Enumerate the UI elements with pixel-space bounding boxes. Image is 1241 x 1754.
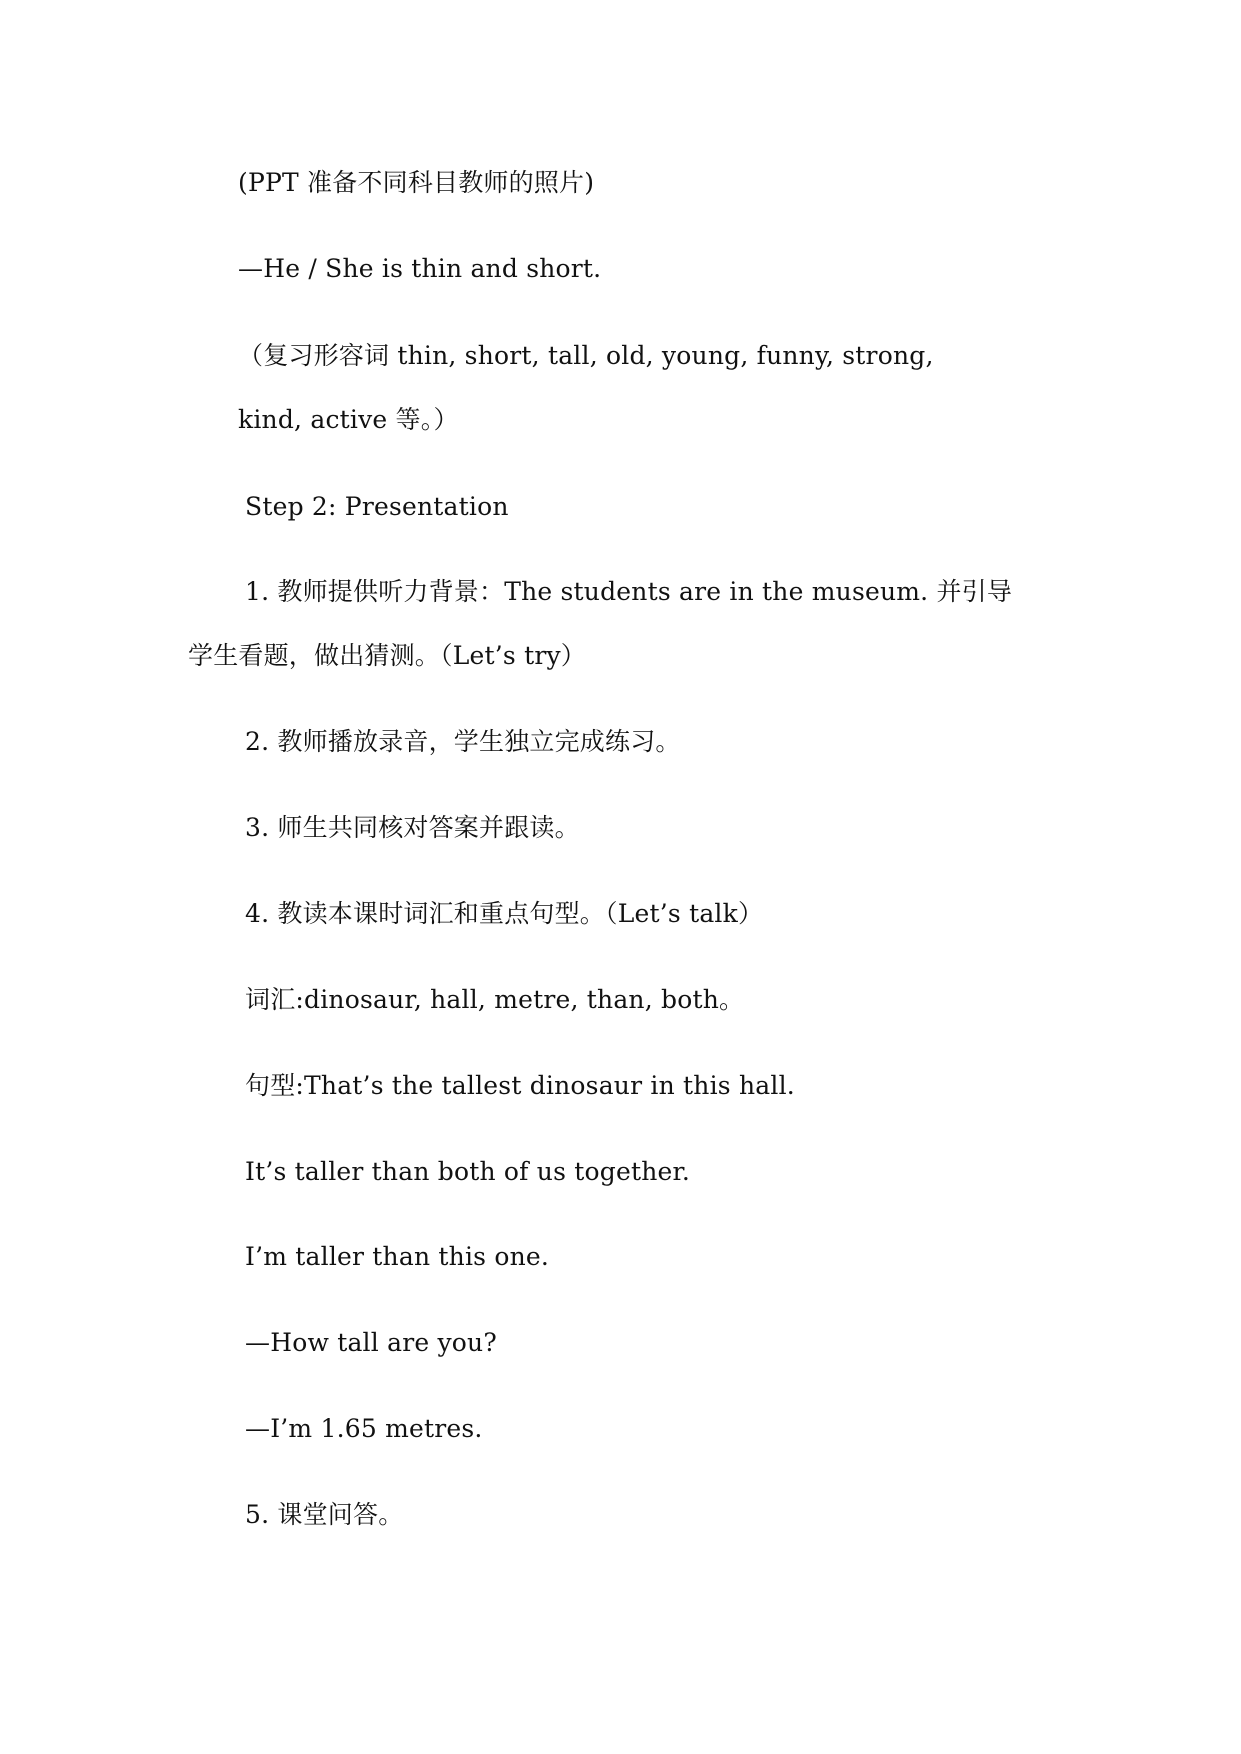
ppt-note-line: (PPT 准备不同科目教师的照片) (238, 168, 595, 197)
step-item-1-continued: 学生看题，做出猜测。（Let’s try） (188, 641, 586, 670)
step-item-1: 1. 教师提供听力背景：The students are in the museum. 并引导 (245, 577, 1013, 606)
review-adjectives-line: （复习形容词 thin, short, tall, old, young, funny, strong, (238, 341, 934, 370)
step-item-4: 4. 教读本课时词汇和重点句型。（Let’s talk） (245, 899, 764, 928)
step-item-2: 2. 教师播放录音，学生独立完成练习。 (245, 727, 681, 756)
dialogue-line: —He / She is thin and short. (238, 254, 602, 283)
sentence-line: I’m taller than this one. (245, 1242, 550, 1271)
step-heading: Step 2: Presentation (245, 492, 509, 521)
sentence-line: It’s taller than both of us together. (245, 1157, 691, 1186)
step-item-5: 5. 课堂问答。 (245, 1500, 404, 1529)
dialogue-answer-line: —I’m 1.65 metres. (245, 1414, 483, 1443)
review-adjectives-line-continued: kind, active 等。） (238, 405, 459, 434)
vocabulary-line: 词汇:dinosaur, hall, metre, than, both。 (245, 985, 745, 1014)
step-item-3: 3. 师生共同核对答案并跟读。 (245, 813, 580, 842)
sentence-pattern-line: 句型:That’s the tallest dinosaur in this hall. (245, 1071, 795, 1100)
dialogue-question-line: —How tall are you? (245, 1328, 497, 1357)
